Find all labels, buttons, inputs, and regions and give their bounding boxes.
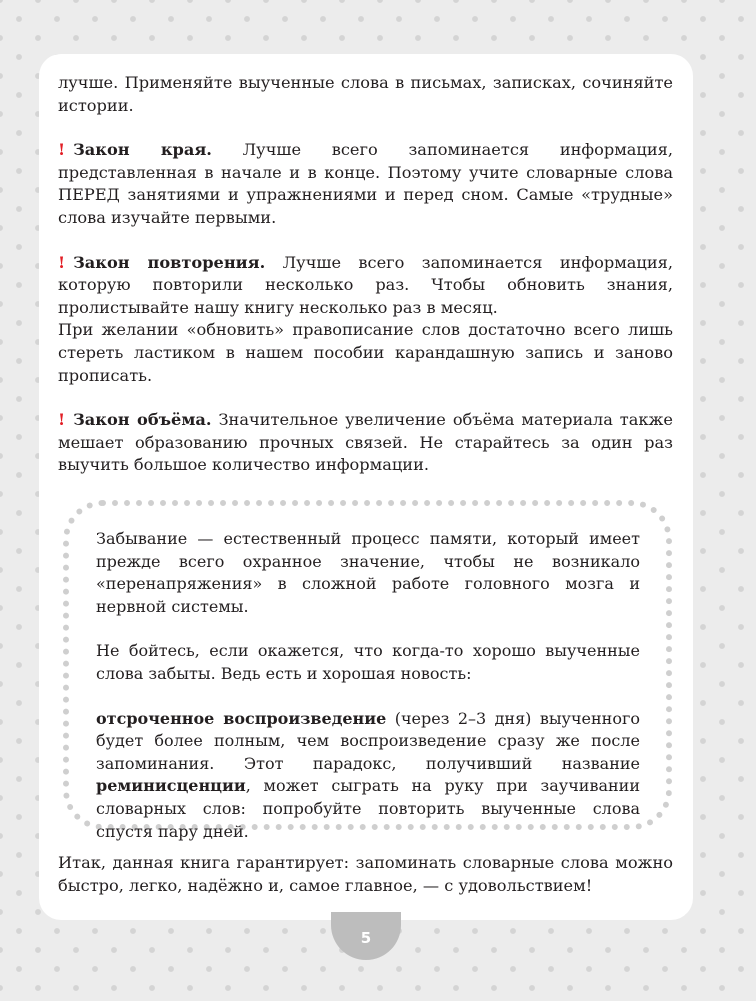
intro-paragraph: лучше. Применяйте выученные слова в письмах, записках, сочиняйте истории. xyxy=(58,73,673,115)
term-delayed-recall: отсроченное воспроизведение xyxy=(96,708,387,728)
law-edge-title: Закон края. xyxy=(73,140,212,160)
callout-text-mid: (через 2–3 дня) выученного будет более полным, чем воспроизведение сразу же после запоминания. Этот парадокс, получивший название xyxy=(96,708,640,773)
law-edge-text: Лучше всего запоминается информация, представленная в начале и в конце. Поэтому учите словарные слова ПЕРЕД занятиями и упражнениями и перед сном. Самые «трудные» слова изучайте первыми. xyxy=(58,140,673,227)
term-reminiscence: реминисценции xyxy=(96,776,246,796)
exclamation-icon: ! xyxy=(58,140,66,160)
exclamation-icon: ! xyxy=(58,252,66,272)
callout-paragraph-1: Забывание — естественный процесс памяти, который имеет прежде всего охранное значение, чтобы не возникало «перенапряжения» в сложной работе головного мозга и нервной системы. xyxy=(96,529,640,616)
page-number: 5 xyxy=(331,912,401,960)
callout-text-end: , может сыграть на руку при заучивании словарных слов: попробуйте повторить выученные слова спустя пару дней. xyxy=(96,776,640,841)
law-edge-paragraph xyxy=(58,139,673,229)
law-repeat-title: Закон повторения. xyxy=(73,252,266,272)
final-paragraph: Итак, данная книга гарантирует: запоминать словарные слова можно быстро, легко, надёжно и, самое главное, — с удовольствием! xyxy=(58,853,673,895)
law-volume-title: Закон объёма. xyxy=(73,410,212,430)
info-callout xyxy=(63,500,672,841)
law-volume-text: Значительное увеличение объёма материала также мешает образованию прочных связей. Не старайтесь за один раз выучить большое количество информации. xyxy=(58,410,673,475)
law-repeat-paragraph xyxy=(58,252,673,320)
exclamation-icon: ! xyxy=(58,410,66,430)
law-volume-paragraph xyxy=(58,409,673,477)
law-repeat-paragraph-2: При желании «обновить» правописание слов достаточно всего лишь стереть ластиком в нашем пособии карандашную запись и заново прописать. xyxy=(58,320,673,385)
law-repeat-text: Лучше всего запоминается информация, которую повторили несколько раз. Чтобы обновить знания, пролистывайте нашу книгу несколько раз в месяц. xyxy=(58,252,673,317)
callout-paragraph-3 xyxy=(96,708,640,844)
callout-paragraph-2: Не бойтесь, если окажется, что когда-то хорошо выученные слова забыты. Ведь есть и хорошая новость: xyxy=(96,641,640,683)
page-card xyxy=(39,54,693,920)
